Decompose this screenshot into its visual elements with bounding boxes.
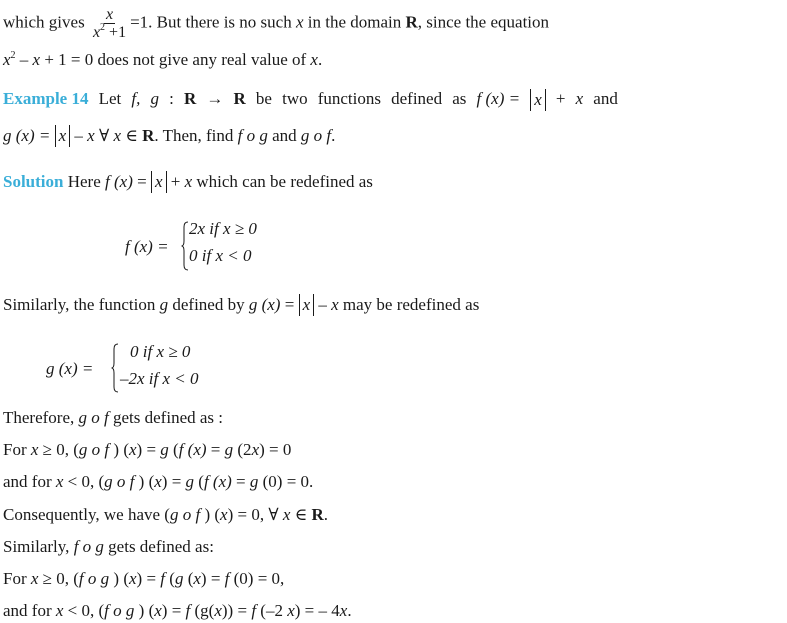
absolute-value: x — [299, 294, 315, 316]
line-1-lead: which gives $\frac{x}{x^2 +1}$ =1. But there is no such x in the domain R, since the equation — [3, 6, 550, 41]
piecewise-case-1: 2x if x ≥ 0 — [189, 219, 257, 238]
fraction-numerator: x — [105, 6, 114, 23]
fraction-denominator: $x^2 +1$ — [92, 22, 127, 41]
piecewise-lhs: g (x) = — [46, 359, 94, 378]
similarly-line: Similarly, the function g defined by g (x) = x – x may be redefined as — [3, 295, 480, 314]
piecewise-case-1: 0 if x ≥ 0 — [130, 342, 191, 361]
fog-negative-line: and for x < 0, (f o g ) (x) = f (g(x)) = f (–2 x) = – 4x. — [3, 601, 352, 620]
piecewise-lhs: f (x) = — [125, 237, 169, 256]
fraction — [91, 6, 128, 41]
solution-line: Solution Here f (x) = x + x which can be redefined as — [3, 172, 373, 191]
example-line-2: g (x) = x – x ∀ x ∈ R. Then, find f o g and g o f. — [3, 126, 336, 145]
g-piecewise-definition — [0, 340, 400, 396]
gof-negative-line: and for x < 0, (g o f ) (x) = g (f (x) = g (0) = 0. — [3, 472, 314, 491]
solution-label: Solution — [3, 172, 64, 191]
text-line-1 — [3, 6, 618, 41]
f-piecewise-definition — [0, 218, 400, 274]
example-label: Example 14 — [3, 89, 89, 108]
example-heading-line: Example 14 Let f, g : R → R be two functions defined as f (x) = x + x and — [3, 89, 618, 109]
fog-positive-line: For x ≥ 0, (f o g ) (x) = f (g (x) = f (0) = 0, — [3, 569, 285, 588]
piecewise-case-2: 0 if x < 0 — [189, 246, 252, 265]
left-brace — [111, 343, 119, 393]
absolute-value: x — [55, 125, 71, 147]
left-brace — [181, 221, 189, 271]
consequently-line: Consequently, we have (g o f ) (x) = 0, ∀ x ∈ R. — [3, 505, 329, 524]
fog-intro-line: Similarly, f o g gets defined as: — [3, 537, 214, 556]
absolute-value: x — [151, 171, 167, 193]
therefore-line: Therefore, g o f gets defined as : — [3, 408, 223, 427]
absolute-value: x — [530, 89, 546, 111]
text-line-2: $x^2 - x + 1 = 0$ does not give any real value of x. — [3, 50, 323, 69]
piecewise-case-2: –2x if x < 0 — [120, 369, 199, 388]
gof-positive-line: For x ≥ 0, (g o f ) (x) = g (f (x) = g (2x) = 0 — [3, 440, 292, 459]
